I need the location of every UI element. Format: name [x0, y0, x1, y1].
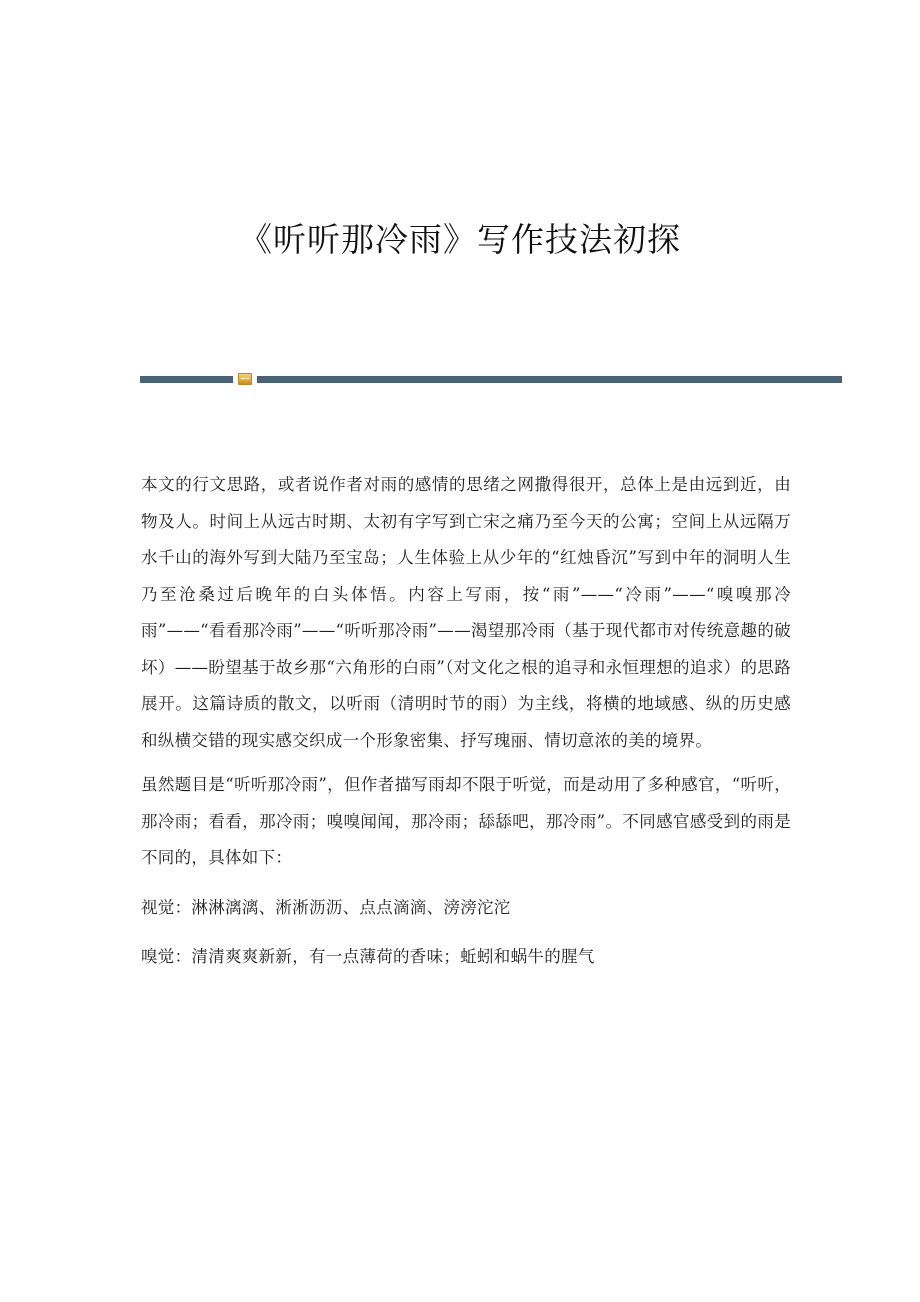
paragraph-visual: 视觉：淋淋漓漓、淅淅沥沥、点点滴滴、滂滂沱沱: [141, 897, 511, 917]
document-title: 《听听那冷雨》写作技法初探: [239, 220, 681, 259]
paragraph-senses: 虽然题目是“听听那冷雨”，但作者描写雨却不限于听觉，而是动用了多种感官，“听听，那冷雨；看看，那冷雨；嗅嗅闻闻，那冷雨；舔舔吧，那冷雨”。不同感官感受到的雨是不同的，具体如下：: [141, 775, 791, 867]
divider-emblem-icon: [238, 373, 252, 385]
divider-bar-left: [140, 376, 233, 383]
document-body: [141, 467, 791, 976]
paragraph-smell: 嗅觉：清清爽爽新新，有一点薄荷的香味；蚯蚓和蜗牛的腥气: [141, 947, 595, 966]
title-divider: [140, 372, 842, 386]
divider-bar-right: [257, 376, 842, 383]
paragraph-structure: 本文的行文思路，或者说作者对雨的感情的思绪之网撒得很开，总体上是由远到近，由物及人。时间上从远古时期、太初有字写到亡宋之痛乃至今天的公寓；空间上从远隔万水千山的海外写到大陆乃至宝岛；人生体验上从少年的“红烛昏沉”写到中年的洞明人生乃至沧桑过后晚年的白头体悟。内容上写雨，按“雨”——“冷雨”——“嗅嗅那冷雨”——“看看那冷雨”——“听听那冷雨”——渴望那冷雨（基于现代都市对传统意趣的破坏）——盼望基于故乡那“六角形的白雨”（对文化之根的追寻和永恒理想的追求）的思路展开。这篇诗质的散文，以听雨（清明时节的雨）为主线，将横的地域感、纵的历史感和纵横交错的现实感交织成一个形象密集、抒写瑰丽、情切意浓的美的境界。: [141, 475, 791, 750]
